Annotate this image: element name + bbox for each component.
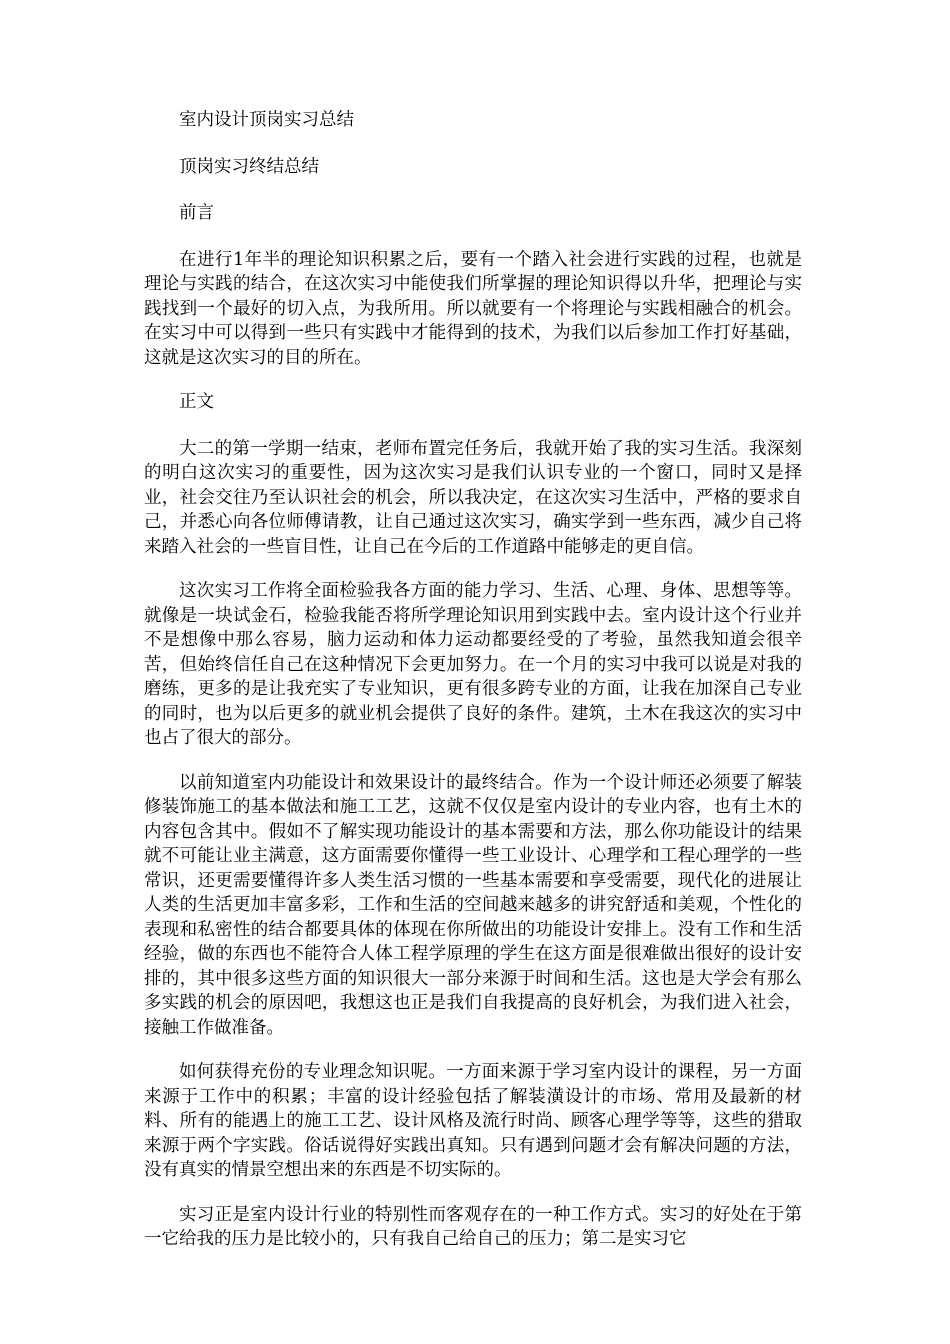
preface-paragraph: 在进行1年半的理论知识积累之后，要有一个踏入社会进行实践的过程，也就是理论与实践的结合，在这次实习中能使我们所掌握的理论知识得以升华，把理论与实践找到一个最好的切入点，为我所用。所以就要有一个将理论与实践相融合的机会。在实习中可以得到一些只有实践中才能得到的技术，为我们以后参加工作打好基础，这就是这次实习的目的所在。	[144, 249, 802, 368]
section-heading-body: 正文	[179, 392, 214, 412]
section-heading-preface: 前言	[179, 203, 214, 223]
body-paragraph-5: 实习正是室内设计行业的特别性而客观存在的一种工作方式。实习的好处在于第一它给我的压力是比较小的，只有我自己给自己的压力；第二是实习它	[144, 1204, 802, 1249]
body-paragraph-4: 如何获得充份的专业理念知识呢。一方面来源于学习室内设计的课程，另一方面来源于工作中的积累；丰富的设计经验包括了解装潢设计的市场、常用及最新的材料、所有的能遇上的施工工艺、设计风格及流行时尚、顾客心理学等等，这些的猎取来源于两个字实践。俗话说得好实践出真知。只有遇到问题才会有解决问题的方法，没有真实的情景空想出来的东西是不切实际的。	[144, 1062, 802, 1180]
document-subtitle: 顶岗实习终结总结	[179, 156, 319, 177]
body-paragraph-3: 以前知道室内功能设计和效果设计的最终结合。作为一个设计师还必须要了解装修装饰施工的基本做法和施工工艺，这就不仅仅是室内设计的专业内容，也有土木的内容包含其中。假如不了解实现功能设计的基本需要和方法，那么你功能设计的结果就不可能让业主满意，这方面需要你懂得一些工业设计、心理学和工程心理学的一些常识，还更需要懂得许多人类生活习惯的一些基本需要和享受需要，现代化的进展让人类的生活更加丰富多彩，工作和生活的空间越来越多的讲究舒适和美观，个性化的表现和私密性的结合都要具体的体现在你所做出的功能设计安排上。没有工作和生活经验，做的东西也不能符合人体工程学原理的学生在这方面是很难做出很好的设计安排的，其中很多这些方面的知识很大一部分来源于时间和生活。这也是大学会有那么多实践的机会的原因吧，我想这也正是我们自我提高的良好机会，为我们进入社会，接触工作做准备。	[144, 772, 802, 1038]
document-page	[144, 108, 802, 1272]
document-title: 室内设计顶岗实习总结	[179, 110, 354, 130]
body-paragraph-1: 大二的第一学期一结束，老师布置完任务后，我就开始了我的实习生活。我深刻的明白这次实习的重要性，因为这次实习是我们认识专业的一个窗口，同时又是择业，社会交往乃至认识社会的机会，所以我决定，在这次实习生活中，严格的要求自己，并悉心向各位师傅请教，让自己通过这次实习，确实学到一些东西，减少自己将来踏入社会的一些盲目性，让自己在今后的工作道路中能够走的更自信。	[144, 438, 802, 557]
body-paragraph-2: 这次实习工作将全面检验我各方面的能力学习、生活、心理、身体、思想等等。就像是一块试金石，检验我能否将所学理论知识用到实践中去。室内设计这个行业并不是想像中那么容易，脑力运动和体力运动都要经受的了考验，虽然我知道会很辛苦，但始终信任自己在这种情况下会更加努力。在一个月的实习中我可以说是对我的磨练，更多的是让我充实了专业知识，更有很多跨专业的方面，让我在加深自己专业的同时，也为以后更多的就业机会提供了良好的条件。建筑，土木在我这次的实习中也占了很大的部分。	[144, 581, 802, 748]
